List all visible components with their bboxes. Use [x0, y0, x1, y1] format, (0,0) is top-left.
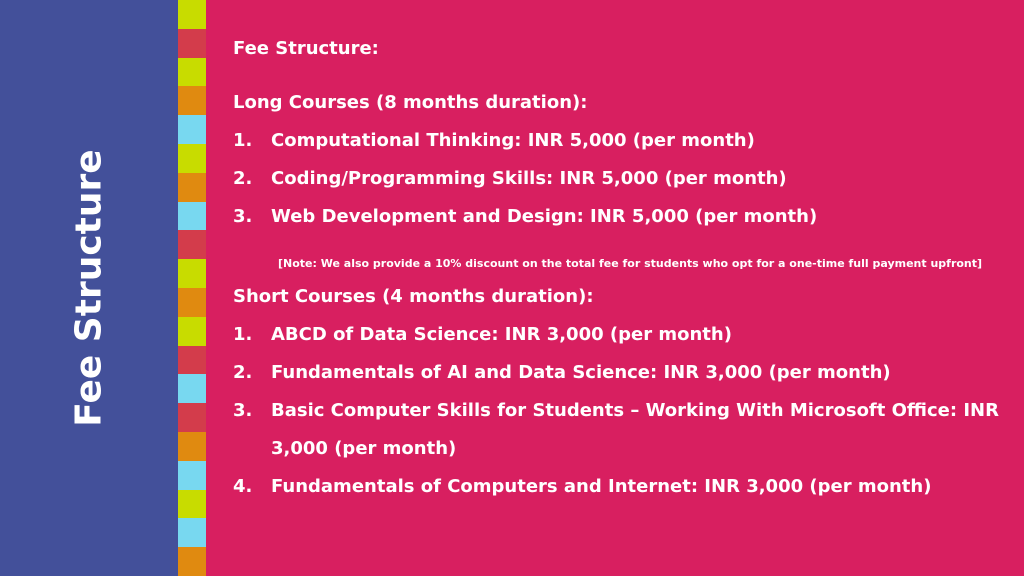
stripe-block	[178, 115, 206, 144]
item-text: Web Development and Design: INR 5,000 (per month)	[271, 206, 818, 227]
discount-note: [Note: We also provide a 10% discount on the total fee for students who opt for a one-time full payment upfront]	[278, 257, 983, 270]
list-item	[233, 160, 1004, 198]
short-courses-title: Short Courses (4 months duration):	[233, 286, 594, 307]
item-number: 3.	[233, 206, 253, 227]
list-item	[233, 468, 1004, 506]
list-item	[233, 392, 1004, 468]
page-heading: Fee Structure:	[233, 38, 379, 59]
item-number: 2.	[233, 168, 253, 189]
stripe-block	[178, 518, 206, 547]
stripe-block	[178, 346, 206, 375]
stripe-block	[178, 432, 206, 461]
stripe-block	[178, 288, 206, 317]
list-item	[233, 316, 1004, 354]
stripe-block	[178, 29, 206, 58]
stripe-block	[178, 374, 206, 403]
stripe-block	[178, 173, 206, 202]
item-text: Computational Thinking: INR 5,000 (per month)	[271, 130, 755, 151]
stripe-block	[178, 144, 206, 173]
sidebar	[0, 0, 178, 576]
color-stripe	[178, 0, 206, 576]
item-number: 3.	[233, 400, 253, 421]
list-item	[233, 122, 1004, 160]
stripe-block	[178, 461, 206, 490]
stripe-block	[178, 547, 206, 576]
list-item	[233, 354, 1004, 392]
main-content	[233, 38, 1004, 506]
item-number: 1.	[233, 130, 253, 151]
item-text: Fundamentals of AI and Data Science: INR 3,000 (per month)	[271, 362, 891, 383]
stripe-block	[178, 403, 206, 432]
item-text: Coding/Programming Skills: INR 5,000 (per month)	[271, 168, 787, 189]
item-number: 2.	[233, 362, 253, 383]
stripe-block	[178, 490, 206, 519]
item-text: Basic Computer Skills for Students – Working With Microsoft Office: INR 3,000 (per month)	[271, 400, 999, 459]
item-text: Fundamentals of Computers and Internet: INR 3,000 (per month)	[271, 476, 932, 497]
long-courses-title: Long Courses (8 months duration):	[233, 92, 588, 113]
short-courses-list	[233, 316, 1004, 506]
list-item	[233, 198, 1004, 236]
stripe-block	[178, 317, 206, 346]
item-number: 4.	[233, 476, 253, 497]
stripe-block	[178, 230, 206, 259]
long-courses-list	[233, 122, 1004, 236]
stripe-block	[178, 0, 206, 29]
item-text: ABCD of Data Science: INR 3,000 (per month)	[271, 324, 732, 345]
sidebar-title: Fee Structure	[68, 149, 110, 427]
stripe-block	[178, 58, 206, 87]
stripe-block	[178, 202, 206, 231]
stripe-block	[178, 259, 206, 288]
item-number: 1.	[233, 324, 253, 345]
stripe-block	[178, 86, 206, 115]
